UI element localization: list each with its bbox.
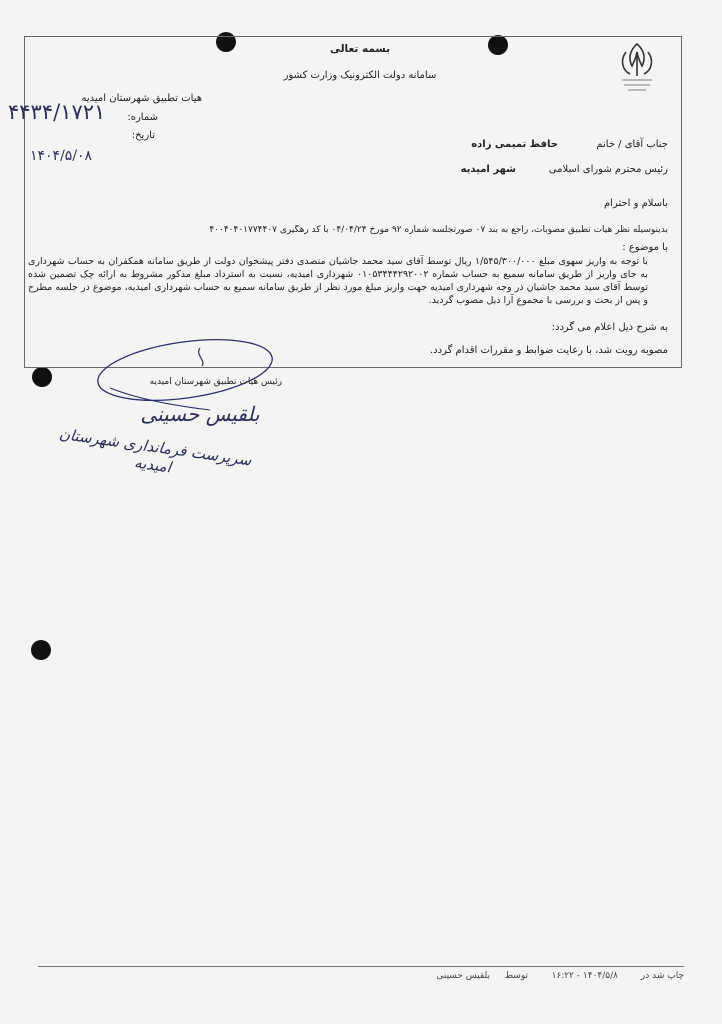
system-title: سامانه دولت الکترونیک وزارت کشور [283, 70, 437, 81]
subject-paragraph: با توجه به واریز سهوی مبلغ ۱/۵۴۵/۳۰۰/۰۰۰ ریال توسط آقای سید محمد جاشیان متصدی دفتر پیشخوان دولت از طریق سامانه همکفران به حساب شهرداری به جای واریز از طریق سامانه سمیع به حساب شماره ۰۱۰۵۳۴۴۴۲۹۲۰۰۲ شهرداری امیدیه، نسبت به استرداد مبلغ مذکور مشروط به ارائه چک تضمین شده توسط آقای سید محمد جاشیان در وجه شهرداری امیدیه جهت واریز مبلغ مورد نظر از طریق سامانه سمیع به حساب شهرداری امیدیه، موضوع در جلسه مطرح و پس از بحث و بررسی با مجموع آرا ذیل مصوب گردید. [28, 256, 648, 306]
recipient-place: شهر امیدیه [460, 164, 516, 175]
footer-print-time: ۱۴۰۴/۵/۸ - ۱۶:۲۲ [551, 971, 618, 981]
recipient-name: حافظ تمیمی زاده [471, 139, 558, 150]
date-label: تاریخ: [131, 130, 155, 141]
date-value: ۱۴۰۴/۵/۰۸ [30, 148, 93, 164]
punch-hole [32, 367, 52, 387]
subject-label: با موضوع : [622, 242, 668, 253]
greeting: باسلام و احترام [603, 198, 668, 209]
intro-text: بدینوسیله نظر هیات تطبیق مصوبات، راجع به بند ۰۷ صورتجلسه شماره ۹۲ مورخ ۰۴/۰۴/۲۴ با کد رهگیری ۴۰۰۴۰۴۰۱۷۷۴۴۰۷ [209, 225, 668, 235]
bismillah: بسمه تعالی [329, 43, 391, 55]
recipient-position: رئیس محترم شورای اسلامی [548, 164, 668, 175]
number-value: ۴۴۳۴/۱۷۲۱ [8, 100, 106, 124]
handwritten-role: سرپرست فرمانداری شهرستان امیدیه [58, 424, 253, 477]
footer-divider [38, 966, 684, 967]
org-name: هیات تطبیق شهرستان امیدیه [81, 93, 202, 104]
footer-by-label: توسط [504, 971, 528, 981]
number-label: شماره: [127, 112, 158, 123]
handwritten-name: بلقیس حسینی [140, 402, 260, 426]
signer-title: رئیس هیات تطبیق شهرستان امیدیه [149, 377, 282, 387]
recipient-title: جناب آقای / خانم [596, 139, 668, 150]
emblem-icon [612, 38, 662, 96]
punch-hole [31, 640, 51, 660]
footer-print-label: چاپ شد در [640, 971, 684, 981]
footer-printed-by: بلقیس حسینی [436, 971, 490, 981]
approval-text: مصوبه رویت شد، با رعایت ضوابط و مقررات اقدام گردد. [430, 345, 668, 356]
announce-text: به شرح ذیل اعلام می گردد: [551, 322, 668, 333]
